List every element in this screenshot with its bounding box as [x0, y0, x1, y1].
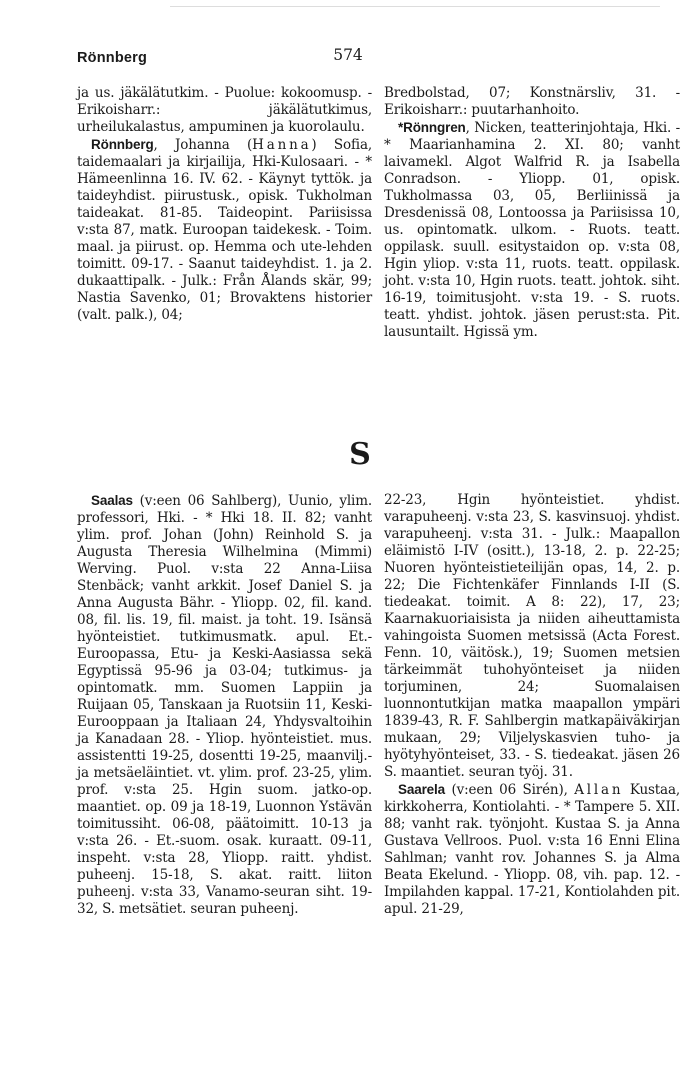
entry-headword: Saalas [91, 493, 133, 508]
continuation-paragraph: 22-23, Hgin hyönteistiet. yhdist. varapuheenj. v:sta 23, S. kasvinsuoj. yhdist. varapuheenj. v:sta 31. - Julk.: Maapallon eläimistö I-IV (ositt.), 13-18, 2. p. 22-25; Nuoren hyönteistieteilijän opas, 14, 2. p. 22; Die Fichtenkäfer Finnlands I-II (S. tiedeakat. toimit. A 8: 22), 17, 23; Kaarnakuoriaisista ja niiden aiheuttamista vahingoista Suomen metsissä (Acta Forest. Fenn. 10, väitösk.), 19; Suomen metsien tärkeimmät tuhohyönteiset ja niiden torjuminen, 24; Suomalaisen luonnontutkijan matka maapallon ympäri 1839-43, R. F. Sahlbergin matkapäiväkirjan mukaan, 29; Viljelyskasvien tuho- ja hyötyhyönteiset, 33. - S. tiedeakat. jäsen 26 S. maantiet. seuran työj. 31. [384, 492, 680, 780]
bottom-left-column [77, 492, 372, 918]
entry-separator [133, 493, 140, 509]
entry-separator: , [465, 120, 475, 136]
continuation-paragraph: Bredbolstad, 07; Konstnärsliv, 31. - Erikoisharr.: puutarhanhoito. [384, 85, 680, 118]
top-right-column [384, 85, 680, 341]
entry-headword: *Rönngren [398, 120, 466, 135]
entry-text: ) Sofia, taidemaalari ja kirjailija, Hki-Kulosaari. - * Hämeenlinna 16. IV. 62. - Käynyt tyttök. ja taideyhdist. piirustusk., opisk. Tukholman taideakat. 81-85. Taideopint. Pariisissa v:sta 87, matk. Euroopan taidekesk. - Toim. maal. ja piirust. op. Hemma och ute-lehden toimitt. 09-17. - Saanut taideyhdist. 1. ja 2. dukaattipalk. - Julk.: Från Ålands skär, 99; Nastia Savenko, 01; Brovaktens historier (valt. palk.), 04; [77, 137, 372, 323]
continuation-paragraph: ja us. jäkälätutkim. - Puolue: kokoomusp. - Erikoisharr.: jäkälätutkimus, urheilukalastus, ampuminen ja kuorolaulu. [77, 85, 372, 135]
entry-saalas-uunio [77, 492, 372, 918]
entry-name-prefix: (v:een 06 Sirén), [451, 782, 575, 798]
entry-spaced-name: Allan [574, 782, 624, 798]
entry-separator: , [153, 137, 176, 153]
entry-ronnberg-johanna [77, 136, 372, 324]
entry-spaced-name: Hanna [252, 137, 312, 153]
entry-headword: Rönnberg [91, 137, 154, 152]
running-head: Rönnberg [77, 50, 148, 66]
bottom-right-column [384, 492, 680, 918]
entry-text: Nicken, teatterinjohtaja, Hki. - * Maarianhamina 2. XI. 80; vanht laivamekl. Algot Walfrid R. ja Isabella Conradson. - Yliopp. 01, opisk. Tukholmassa 03, 05, Berliinissä ja Dresdenissä 08, Lontoossa ja Pariisissa 10, us. opintomatk. ulkom. - Ruots. teatt. oppilask. suull. esitystaidon op. v:sta 08, Hgin yliop. v:sta 11, ruots. teatt. oppilask. joht. v:sta 10, Hgin ruots. teatt. johtok. siht. 16-19, toimitusjoht. v:sta 19. - S. ruots. teatt. yhdist. johtok. jäsen perust:sta. Pit. lausuntailt. Hgissä ym. [384, 120, 680, 340]
entry-name-prefix: Johanna ( [175, 137, 253, 153]
section-letter: S [349, 437, 371, 472]
entry-headword: Saarela [398, 782, 445, 797]
page-number: 574 [333, 46, 363, 64]
top-left-column [77, 85, 372, 324]
scan-edge-line [170, 6, 660, 7]
entry-text: (v:een 06 Sahlberg), Uunio, ylim. professori, Hki. - * Hki 18. II. 82; vanht ylim. prof. Johan (John) Reinhold S. ja Augusta Theresia Wilhelmina (Mimmi) Werving. Puol. v:sta 22 Anna-Liisa Stenbäck; vanht arkkit. Josef Daniel S. ja Anna Augusta Bähr. - Yliopp. 02, fil. kand. 08, fil. lis. 19, fil. maist. ja toht. 19. Isänsä hyönteistiet. tutkimusmatk. apul. Et.-Euroopassa, Etu- ja Keski-Aasiassa sekä Egyptissä 95-96 ja 03-04; tutkimus- ja opintomatk. mm. Suomen Lappiin ja Ruijaan 05, Tanskaan ja Ruotsiin 11, Keski-Eurooppaan ja Italiaan 24, Yhdysvaltoihin ja Kanadaan 28. - Yliop. hyönteistiet. mus. assistentti 19-25, dosentti 19-25, maanvilj.- ja metsäeläintiet. vt. ylim. prof. 23-25, ylim. prof. v:sta 25. Hgin suom. jatko-op. maantiet. op. 09 ja 18-19, Luonnon Ystävän toimitussiht. 06-08, päätoimitt. 10-13 ja v:sta 26. - Et.-suom. osak. kuraatt. 09-11, inspeht. v:sta 28, Yliopp. raitt. yhdist. puheenj. 15-18, S. akat. raitt. liiton puheenj. v:sta 33, Vanamo-seuran siht. 19-32, S. metsätiet. seuran puheenj. [77, 493, 372, 917]
entry-ronngren-nicken [384, 119, 680, 341]
entry-saarela-allan [384, 781, 680, 918]
entry-text: Kustaa, kirkkoherra, Kontiolahti. - * Tampere 5. XII. 88; vanht rak. työnjoht. Kustaa S. ja Anna Gustava Vellroos. Puol. v:sta 16 Enni Elina Sahlman; vanht rov. Johannes S. ja Alma Beata Ekelund. - Yliopp. 08, vih. pap. 12. - Impilahden kappal. 17-21, Kontiolahden pit. apul. 21-29, [384, 782, 680, 917]
